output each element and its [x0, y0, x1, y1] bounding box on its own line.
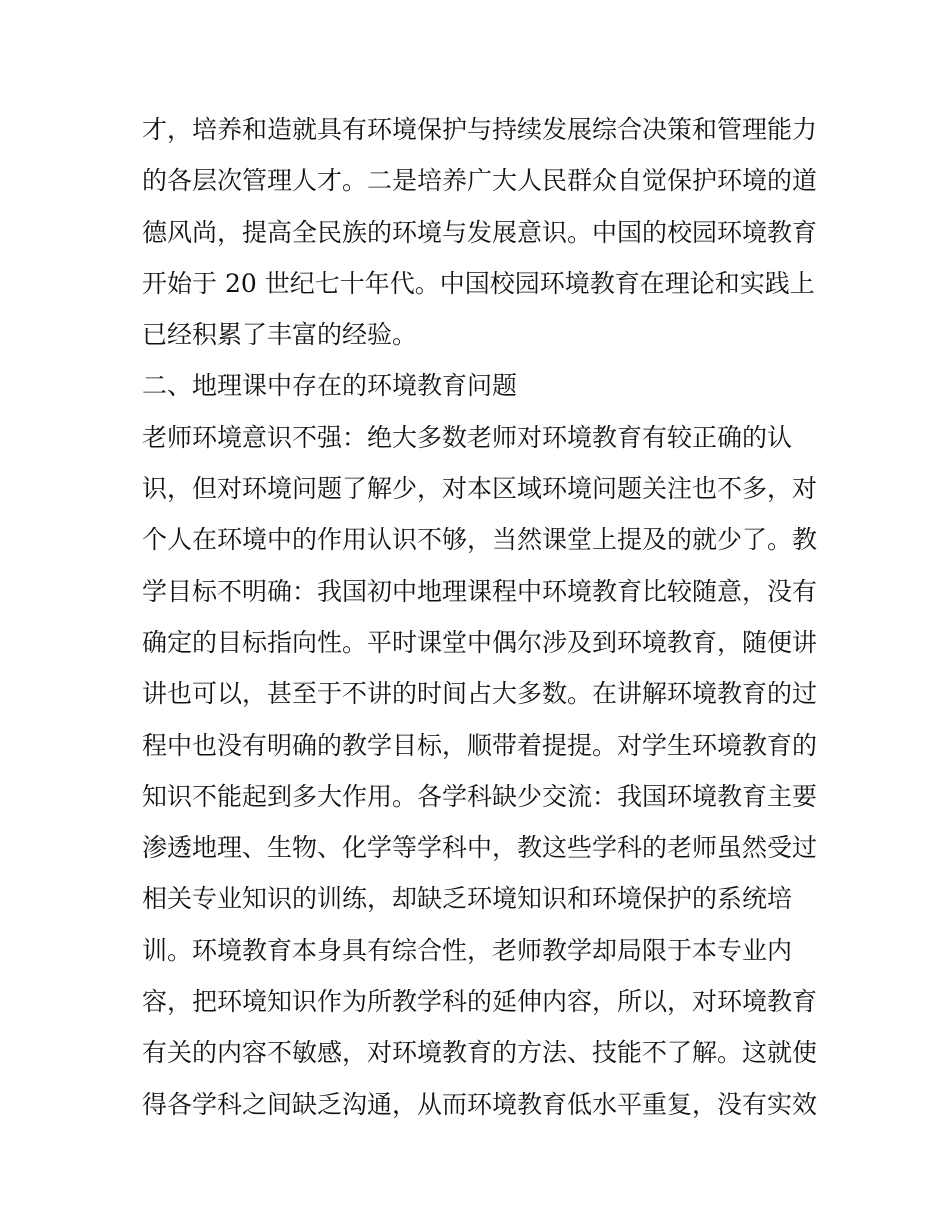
- text-line: 才，培养和造就具有环境保护与持续发展综合决策和管理能力: [142, 115, 818, 144]
- text-line: 相关专业知识的训练，却缺乏环境知识和环境保护的系统培: [142, 884, 793, 914]
- text-line: 学目标不明确：我国初中地理课程中环境教育比较随意，没有: [142, 576, 818, 606]
- text-line: 渗透地理、生物、化学等学科中，教这些学科的老师虽然受过: [142, 833, 818, 863]
- text-line: 程中也没有明确的教学目标，顺带着提提。对学生环境教育的: [142, 730, 818, 760]
- text-line: 的各层次管理人才。二是培养广大人民群众自觉保护环境的道: [142, 166, 818, 196]
- text-line: 知识不能起到多大作用。各学科缺少交流：我国环境教育主要: [142, 781, 818, 811]
- text-line: 个人在环境中的作用认识不够，当然课堂上提及的就少了。教: [142, 525, 818, 555]
- text-line: 确定的目标指向性。平时课堂中偶尔涉及到环境教育，随便讲: [142, 627, 818, 657]
- text-line: 训。环境教育本身具有综合性，老师教学却局限于本专业内: [142, 935, 793, 965]
- text-line: 德风尚，提高全民族的环境与发展意识。中国的校园环境教育: [142, 217, 818, 247]
- text-line: 已经积累了丰富的经验。: [142, 320, 418, 350]
- section-heading: 二、地理课中存在的环境教育问题: [142, 371, 518, 401]
- text-line: 老师环境意识不强：绝大多数老师对环境教育有较正确的认: [142, 422, 793, 452]
- text-line: 识，但对环境问题了解少，对本区域环境问题关注也不多，对: [142, 474, 818, 504]
- text-line: 容，把环境知识作为所教学科的延伸内容，所以，对环境教育: [142, 987, 818, 1017]
- text-line: 讲也可以，甚至于不讲的时间占大多数。在讲解环境教育的过: [142, 679, 818, 709]
- text-line: 有关的内容不敏感，对环境教育的方法、技能不了解。这就使: [142, 1038, 818, 1068]
- text-line: 开始于 20 世纪七十年代。中国校园环境教育在理论和实践上: [142, 268, 815, 298]
- text-line: 得各学科之间缺乏沟通，从而环境教育低水平重复，没有实效: [142, 1089, 818, 1119]
- body-text: [142, 104, 822, 1130]
